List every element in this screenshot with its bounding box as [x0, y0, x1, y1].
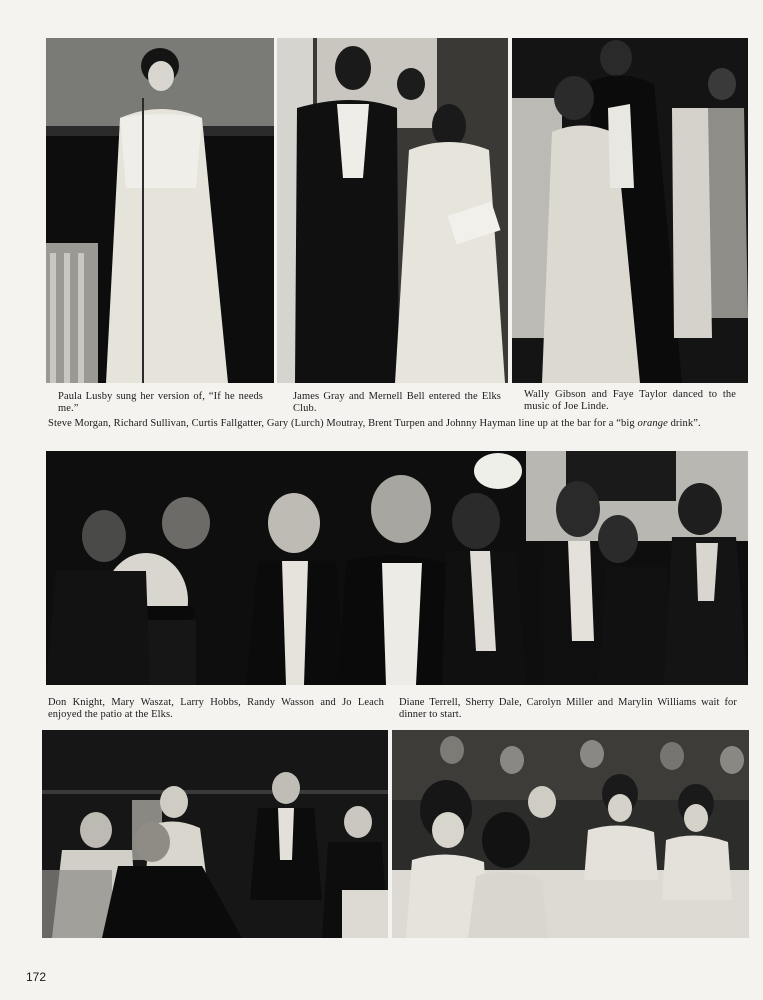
- caption-steve-morgan-end: drink”.: [667, 418, 701, 429]
- caption-steve-morgan-italic: orange: [637, 418, 668, 429]
- photo-singer: [46, 38, 274, 383]
- caption-james-gray: James Gray and Mernell Bell entered the Elks Club.: [293, 391, 501, 414]
- photo-dinner-tables: [392, 730, 749, 938]
- page-number: 172: [26, 970, 47, 984]
- caption-steve-morgan-text: Steve Morgan, Richard Sullivan, Curtis Fallgatter, Gary (Lurch) Moutray, Brent Turpen and Johnny Hayman line up at the bar for a “big: [48, 418, 638, 429]
- photo-patio: [42, 730, 388, 938]
- photo-couple-entering: [277, 38, 508, 383]
- caption-paula-lusby: Paula Lusby sung her version of, “If he needs me.”: [58, 391, 263, 414]
- caption-wally-gibson: Wally Gibson and Faye Taylor danced to the music of Joe Linde.: [524, 389, 736, 412]
- photo-bar-lineup: [46, 451, 748, 685]
- caption-steve-morgan: [48, 418, 738, 430]
- caption-don-knight: Don Knight, Mary Waszat, Larry Hobbs, Randy Wasson and Jo Leach enjoyed the patio at the Elks.: [48, 697, 384, 720]
- photo-dancing-couple: [512, 38, 748, 383]
- caption-diane-terrell: Diane Terrell, Sherry Dale, Carolyn Miller and Marylin Williams wait for dinner to start.: [399, 697, 737, 720]
